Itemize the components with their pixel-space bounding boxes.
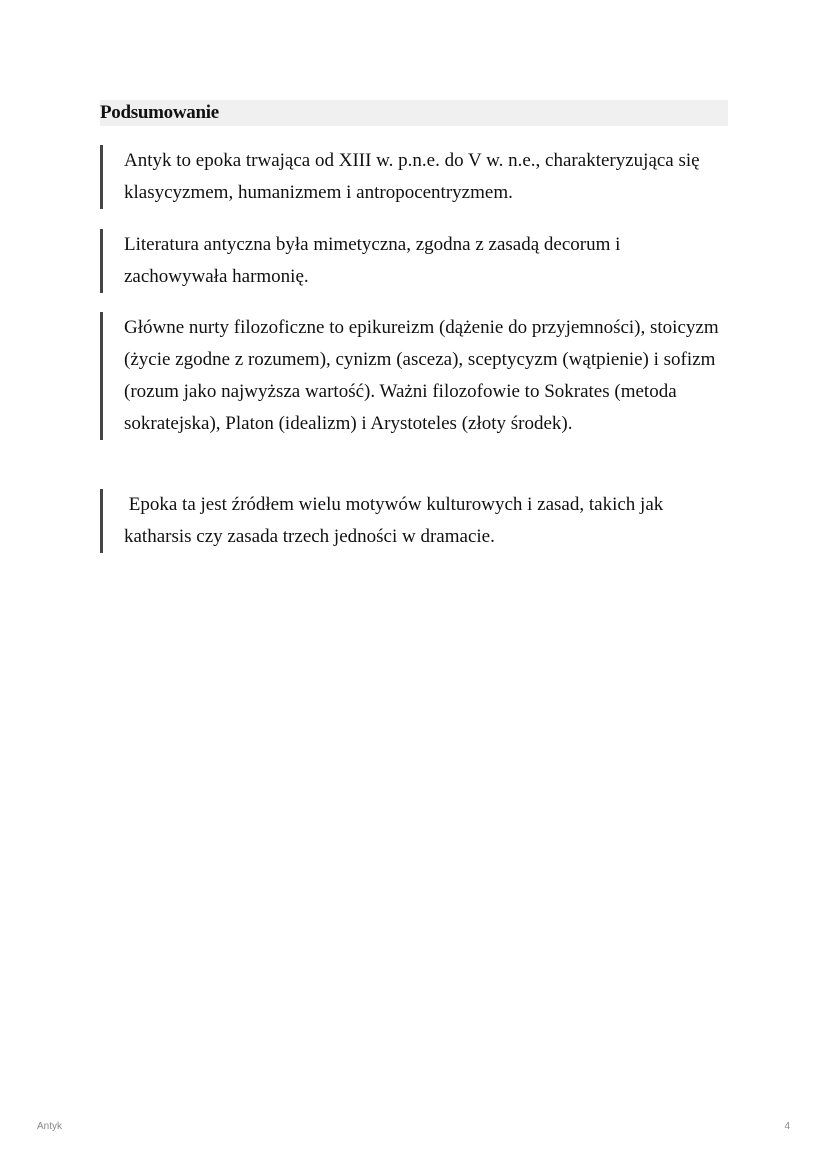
paragraph: Antyk to epoka trwająca od XIII w. p.n.e. do V w. n.e., charakteryzująca się klasycyzmem, humanizmem i antropocentryzmem. [124, 150, 700, 203]
paragraph: Główne nurty filozoficzne to epikureizm (dążenie do przyjemności), stoicyzm (życie zgodne z rozumem), cynizm (asceza), sceptycyzm (wątpienie) i sofizm (rozum jako najwyższa wartość). Ważni filozofowie to Sokrates (metoda sokratejska), Platon (idealizm) i Arystoteles (złoty środek). [124, 317, 719, 434]
summary-blockquote [100, 312, 728, 440]
summary-blockquote [100, 489, 728, 553]
section-heading: Podsumowanie [100, 100, 728, 126]
footer-title: Antyk [37, 1121, 63, 1132]
summary-blockquote [100, 229, 728, 293]
summary-blockquote [100, 145, 728, 209]
paragraph: Literatura antyczna była mimetyczna, zgodna z zasadą decorum i zachowywała harmonię. [124, 234, 621, 287]
page-number: 4 [784, 1121, 790, 1132]
paragraph: Epoka ta jest źródłem wielu motywów kulturowych i zasad, takich jak katharsis czy zasada trzech jedności w dramacie. [124, 494, 664, 547]
